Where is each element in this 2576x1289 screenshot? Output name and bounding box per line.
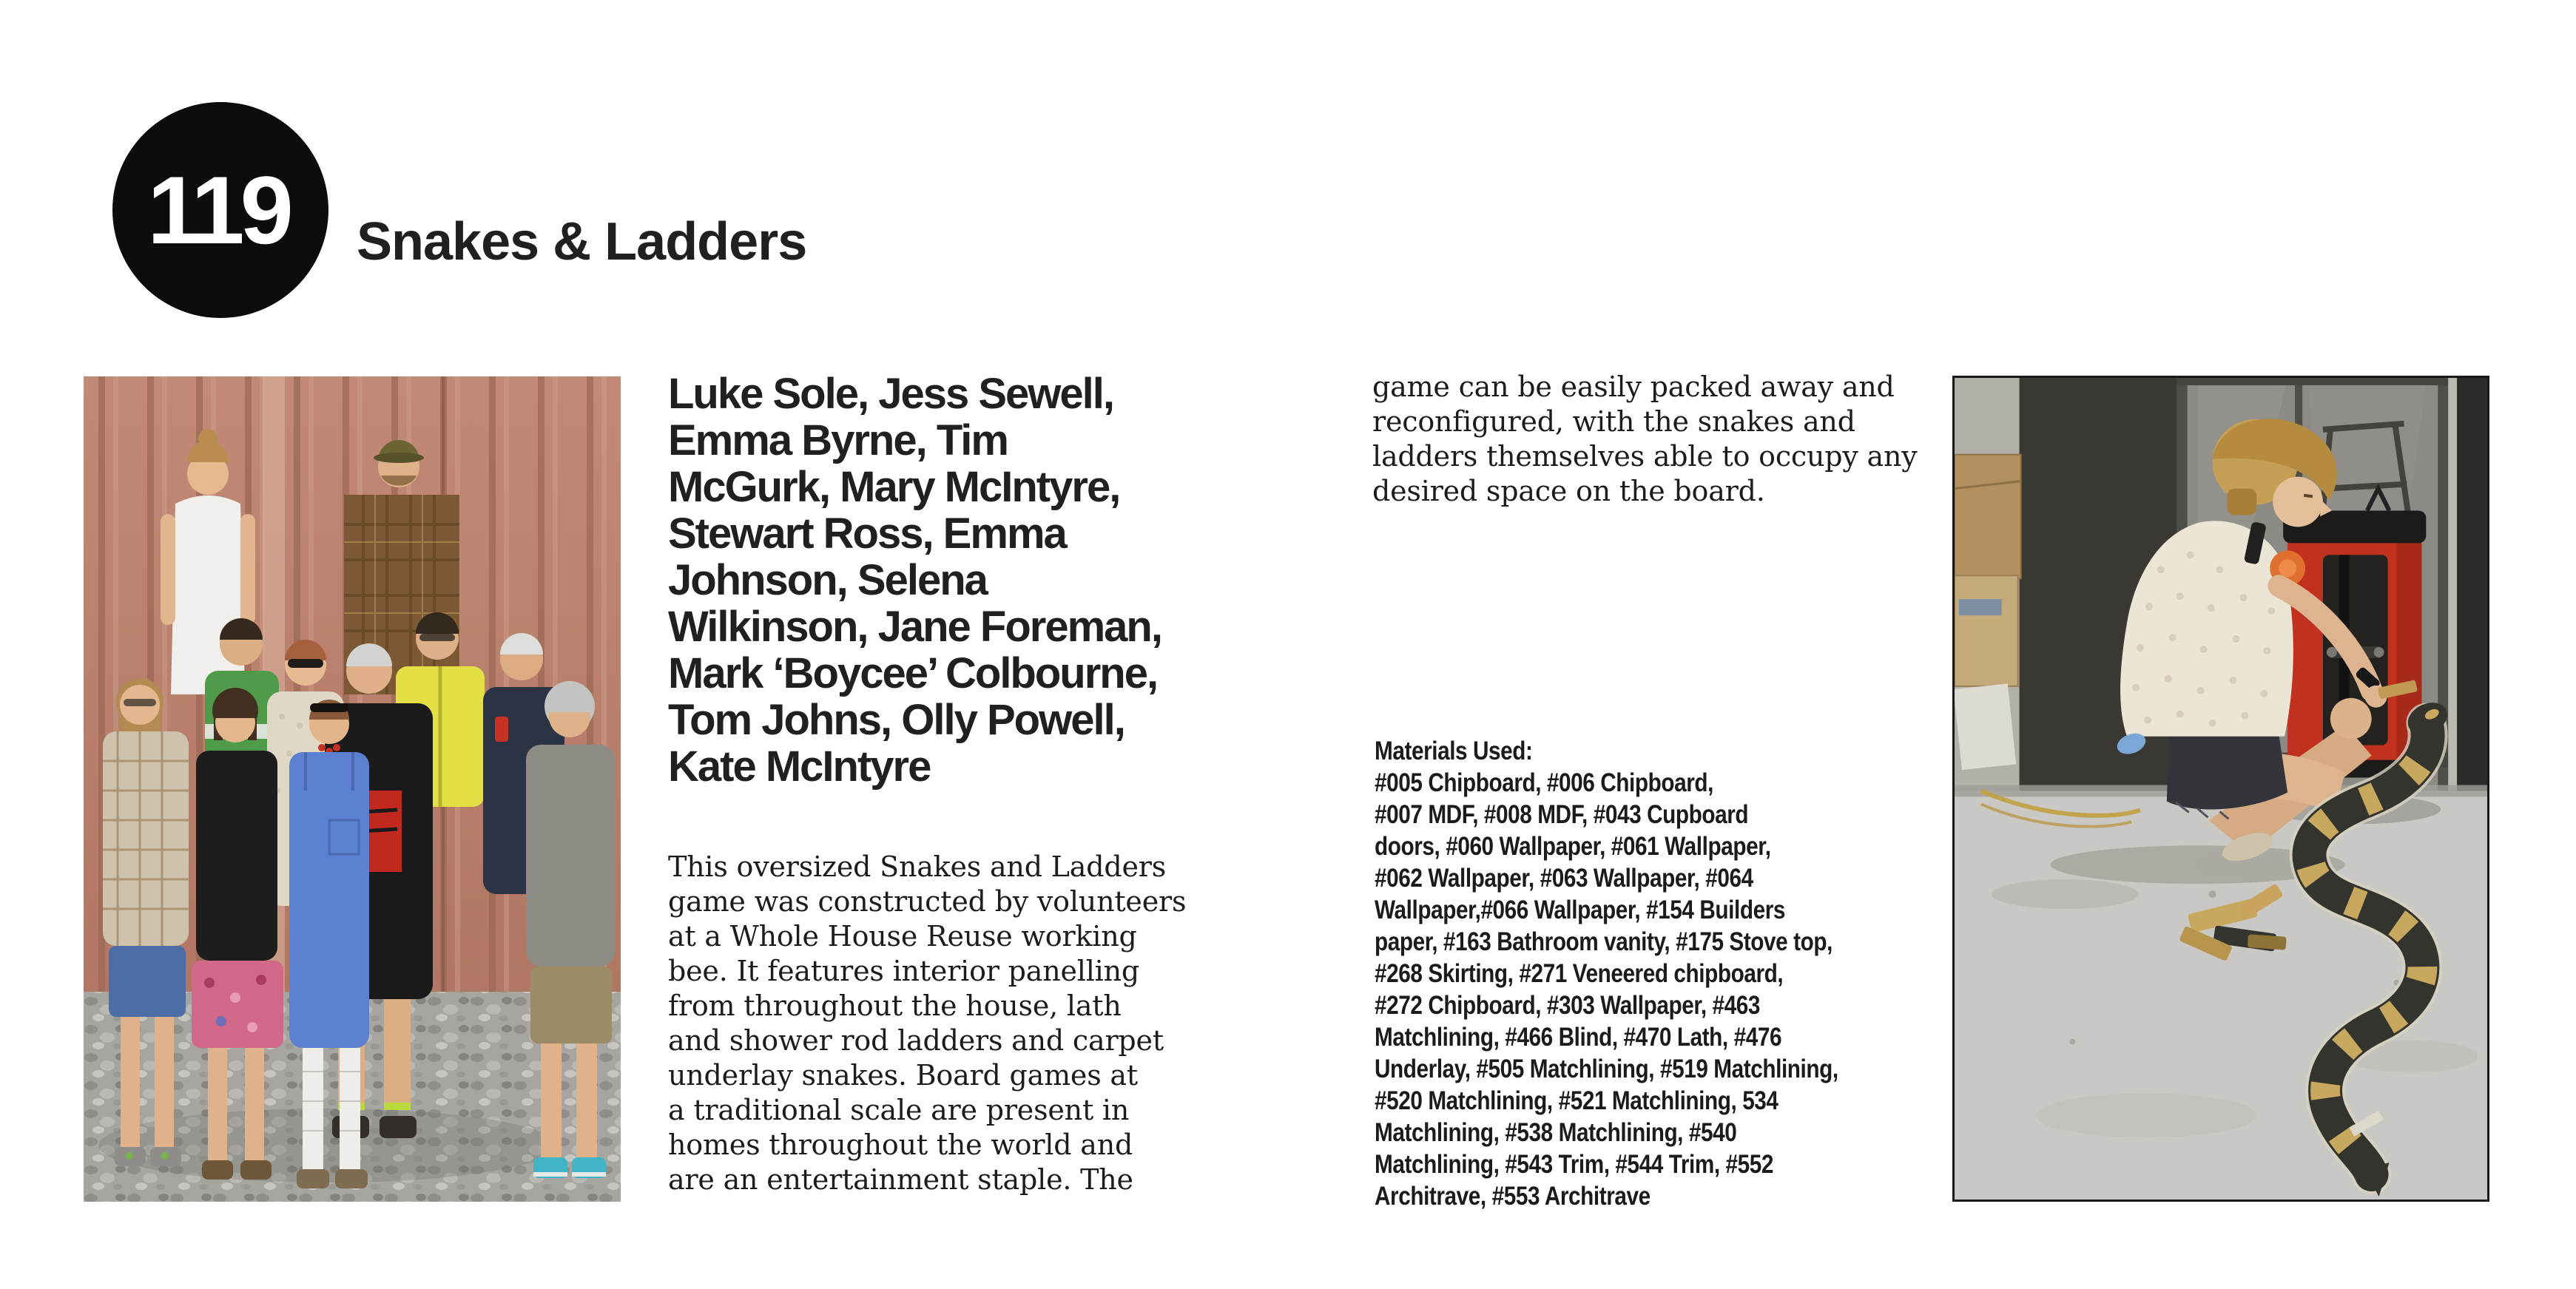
- text-line: desired space on the board.: [1372, 475, 1765, 507]
- text-line: are an entertainment staple. The: [668, 1163, 1133, 1196]
- item-number-badge: [112, 102, 328, 318]
- snake-assembly-scene: [1955, 378, 2487, 1200]
- text-line: bee. It features interior panelling: [668, 955, 1140, 987]
- text-line: #520 Matchlining, #521 Matchlining, 534: [1375, 1086, 1778, 1115]
- text-line: reconfigured, with the snakes and: [1372, 405, 1855, 438]
- materials-used: [1375, 735, 1920, 1212]
- volunteer-group-scene: [84, 376, 621, 1202]
- text-line: paper, #163 Bathroom vanity, #175 Stove top,: [1375, 927, 1832, 956]
- text-line: #062 Wallpaper, #063 Wallpaper, #064: [1375, 864, 1753, 893]
- text-line: #268 Skirting, #271 Veneered chipboard,: [1375, 959, 1784, 988]
- text-line: a traditional scale are present in: [668, 1094, 1130, 1126]
- text-line: Emma Byrne, Tim: [668, 416, 1008, 464]
- text-line: Luke Sole, Jess Sewell,: [668, 370, 1113, 418]
- text-line: Underlay, #505 Matchlining, #519 Matchlining,: [1375, 1055, 1838, 1083]
- text-line: #272 Chipboard, #303 Wallpaper, #463: [1375, 991, 1761, 1020]
- materials-heading: Materials Used:: [1375, 737, 1533, 765]
- text-line: Kate McIntyre: [668, 742, 931, 791]
- text-line: McGurk, Mary McIntyre,: [668, 463, 1120, 511]
- text-line: Stewart Ross, Emma: [668, 510, 1066, 558]
- text-line: doors, #060 Wallpaper, #061 Wallpaper,: [1375, 832, 1771, 861]
- text-line: Matchlining, #543 Trim, #544 Trim, #552: [1375, 1150, 1774, 1179]
- text-line: game can be easily packed away and: [1372, 371, 1895, 403]
- text-line: Wallpaper,#066 Wallpaper, #154 Builders: [1375, 896, 1785, 924]
- text-line: and shower rod ladders and carpet: [668, 1024, 1164, 1057]
- text-line: Architrave, #553 Architrave: [1375, 1182, 1651, 1211]
- credits-names: [668, 371, 1161, 790]
- text-line: Johnson, Selena: [668, 556, 987, 604]
- text-line: #005 Chipboard, #006 Chipboard,: [1375, 768, 1713, 797]
- description-paragraph: [668, 850, 1186, 1197]
- description-continued: [1372, 370, 1918, 509]
- page-title: Snakes & Ladders: [357, 212, 807, 272]
- text-line: underlay snakes. Board games at: [668, 1059, 1138, 1092]
- text-line: homes throughout the world and: [668, 1129, 1133, 1161]
- item-number: 119: [147, 156, 289, 264]
- photo-snake-assembly: [1952, 376, 2489, 1202]
- text-line: Tom Johns, Olly Powell,: [668, 696, 1125, 744]
- text-line: Wilkinson, Jane Foreman,: [668, 603, 1161, 651]
- photo-volunteer-group: [84, 376, 621, 1202]
- text-line: Mark ‘Boycee’ Colbourne,: [668, 649, 1158, 697]
- text-line: at a Whole House Reuse working: [668, 920, 1137, 953]
- cardboard-boxes: [1955, 455, 2021, 770]
- text-line: Matchlining, #538 Matchlining, #540: [1375, 1118, 1737, 1147]
- text-line: #007 MDF, #008 MDF, #043 Cupboard: [1375, 800, 1749, 829]
- text-line: game was constructed by volunteers: [668, 885, 1187, 918]
- text-line: Matchlining, #466 Blind, #470 Lath, #476: [1375, 1023, 1782, 1052]
- text-line: from throughout the house, lath: [668, 989, 1122, 1022]
- text-line: This oversized Snakes and Ladders: [668, 850, 1167, 883]
- text-line: ladders themselves able to occupy any: [1372, 440, 1918, 473]
- face: [2273, 477, 2323, 527]
